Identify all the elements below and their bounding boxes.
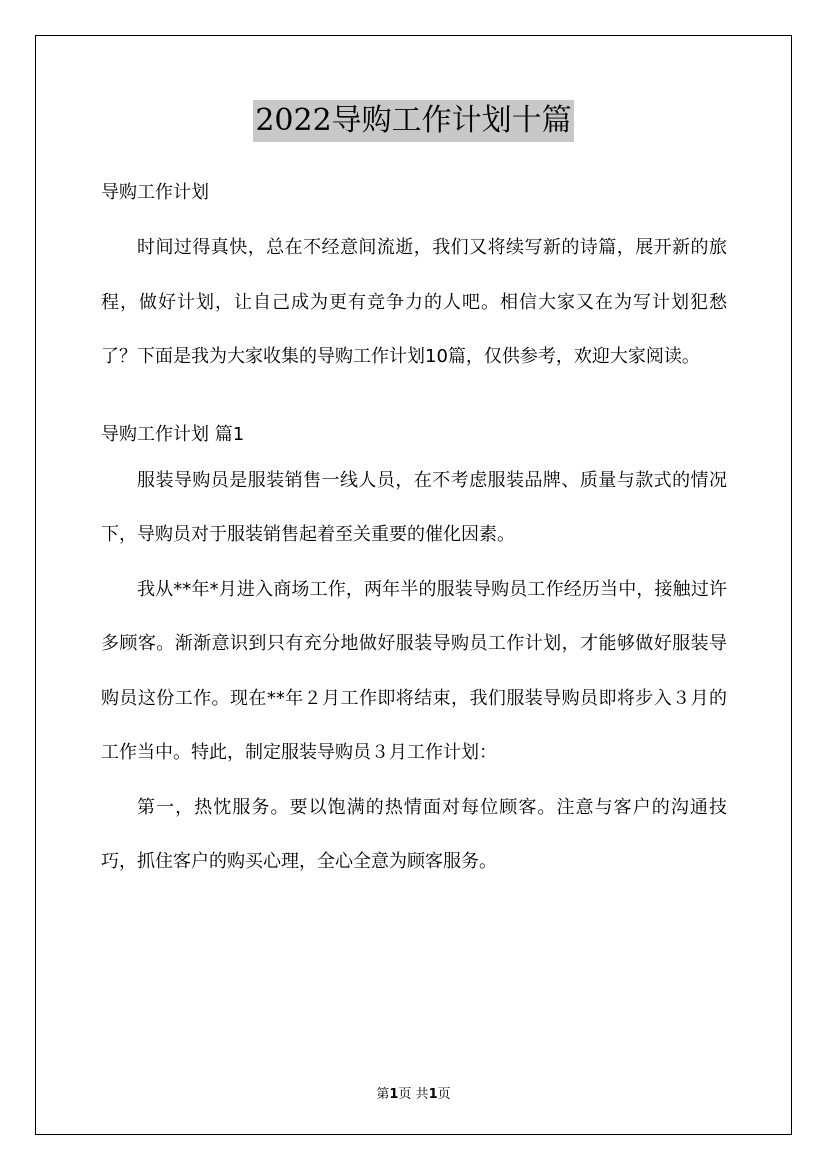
footer-page-number: 1 xyxy=(389,1087,399,1102)
document-title-text: 2022导购工作计划十篇 xyxy=(253,100,573,142)
footer-page-prefix: 第 xyxy=(376,1087,390,1102)
footer-page-mid: 页 共 xyxy=(398,1087,429,1102)
section-1-heading: 导购工作计划 篇1 xyxy=(101,423,245,445)
section-1-paragraph-2: 我从**年*月进入商场工作，两年半的服装导购员工作经历当中，接触过许多顾客。渐渐意识到只有充分地做好服装导购员工作计划，才能够做好服装导购员这份工作。现在**年２月工作即将结束，我们服装导购员即将步入３月的工作当中。特此，制定服装导购员３月工作计划： xyxy=(101,578,727,763)
document-title xyxy=(0,100,827,142)
section-1-paragraph-1: 服装导购员是服装销售一线人员，在不考虑服装品牌、质量与款式的情况下，导购员对于服装销售起着至关重要的催化因素。 xyxy=(101,469,727,545)
page-footer xyxy=(0,1083,827,1102)
section-1-paragraph-3: 第一，热忱服务。要以饱满的热情面对每位顾客。注意与客户的沟通技巧，抓住客户的购买心理，全心全意为顾客服务。 xyxy=(101,796,727,872)
footer-page-suffix: 页 xyxy=(437,1087,451,1102)
intro-heading: 导购工作计划 xyxy=(101,182,209,203)
document-body xyxy=(101,174,727,890)
footer-page-total: 1 xyxy=(428,1087,438,1102)
intro-paragraph: 时间过得真快，总在不经意间流逝，我们又将续写新的诗篇，展开新的旅程，做好计划，让自己成为更有竞争力的人吧。相信大家又在为写计划犯愁了？下面是我为大家收集的导购工作计划10篇，仅供参考，欢迎大家阅读。 xyxy=(101,237,727,367)
